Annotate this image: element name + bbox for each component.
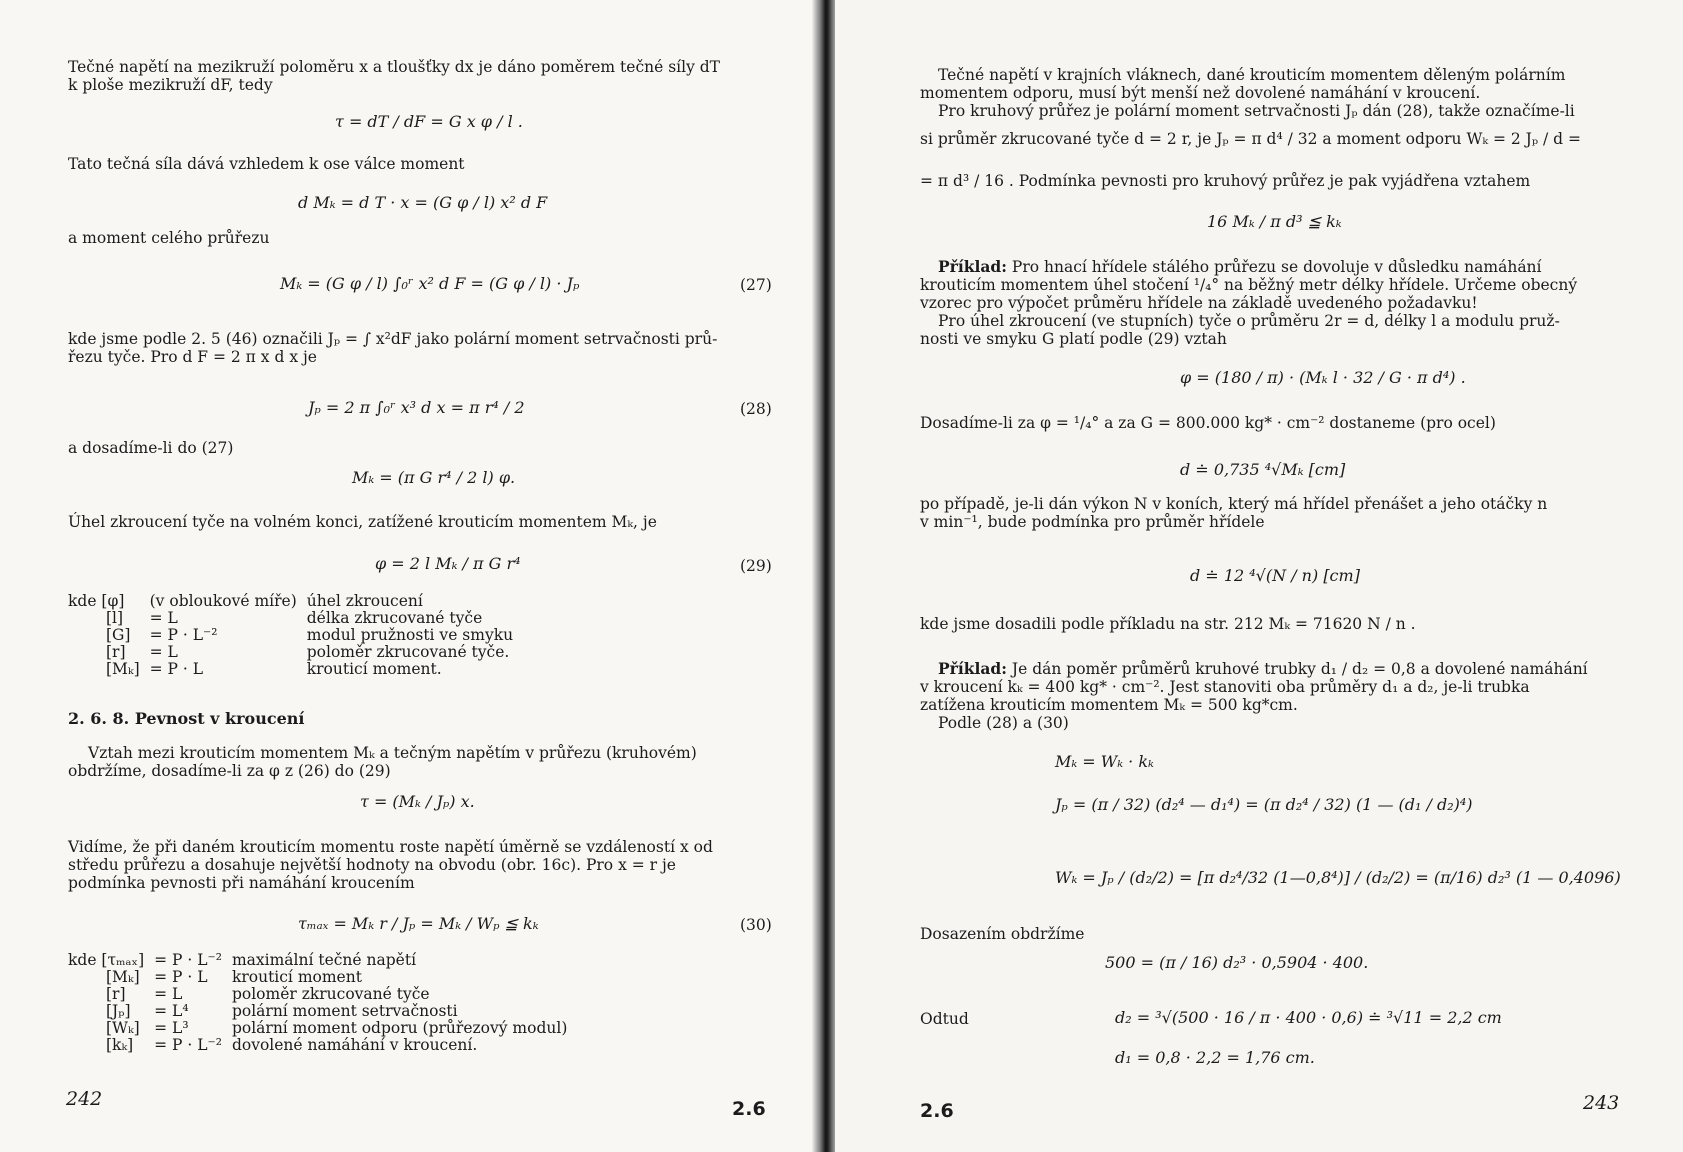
paragraph: Odtud: [920, 1010, 969, 1028]
equation-condition: 16 Mₖ / π d³ ≦ kₖ: [1207, 212, 1342, 231]
paragraph: Úhel zkroucení tyče na volném konci, zatížené krouticím momentem Mₖ, je: [68, 513, 657, 531]
right-page: [835, 0, 1683, 1152]
paragraph: a moment celého průřezu: [68, 229, 270, 247]
paragraph: Tato tečná síla dává vzhledem k ose válce moment: [68, 155, 465, 173]
equation-d2-result: d₂ = ³√(500 · 16 / π · 400 · 0,6) ≐ ³√11 = 2,2 cm: [1115, 1008, 1502, 1027]
equation-number: (30): [740, 916, 772, 934]
equation-27: Mₖ = (G φ / l) ∫₀ʳ x² d F = (G φ / l) · Jₚ: [280, 274, 580, 293]
paragraph: po případě, je-li dán výkon N v koních, který má hřídel přenášet a jeho otáčky n v min⁻¹, bude podmínka pro průměr hřídele: [920, 495, 1548, 531]
example-paragraph: Příklad: Je dán poměr průměrů kruhové trubky d₁ / d₂ = 0,8 a dovolené namáhání v kroucení kₖ = 400 kg* · cm⁻². Jest stanoviti oba průměry d₁ a d₂, je-li trubka zatížena krouticím momentem Mₖ = 500 kg*cm. Podle (28) a (30): [920, 659, 1588, 732]
paragraph: kde jsme podle 2. 5 (46) označili Jₚ = ∫ x²dF jako polární moment setrvačnosti prů- řezu tyče. Pro d F = 2 π x d x je: [68, 330, 718, 366]
equation-phi: φ = (180 / π) · (Mₖ l · 32 / G · π d⁴) .: [1180, 368, 1466, 387]
page-number: 242: [66, 1088, 103, 1110]
equation-29: φ = 2 l Mₖ / π G r⁴: [375, 554, 521, 573]
paragraph: a dosadíme-li do (27): [68, 439, 234, 457]
example-paragraph: Příklad: Pro hnací hřídele stálého průřezu se dovoluje v důsledku namáhání krouticím momentem úhel stočení ¹/₄° na běžný metr délky hřídele. Určeme obecný vzorec pro výpočet průměru hřídele na základě uvedeného požadavku! Pro úhel zkroucení (ve stupních) tyče o průměru 2r = d, délky l a modulu pruž- nosti ve smyku G platí podle (29) vztah: [920, 257, 1578, 348]
equation-jp: Jₚ = (π / 32) (d₂⁴ — d₁⁴) = (π d₂⁴ / 32) (1 — (d₁ / d₂)⁴): [1055, 795, 1473, 814]
paragraph: Vidíme, že při daném krouticím momentu roste napětí úměrně se vzdáleností x od středu průřezu a dosahuje největší hodnoty na obvodu (obr. 16c). Pro x = r je podmínka pevnosti při namáhání kroucením: [68, 838, 713, 892]
paragraph: = π d³ / 16 . Podmínka pevnosti pro kruhový průřez je pak vyjádřena vztahem: [920, 172, 1531, 190]
equation-28: Jₚ = 2 π ∫₀ʳ x³ d x = π r⁴ / 2: [308, 398, 525, 417]
paragraph: kde jsme dosadili podle příkladu na str. 212 Mₖ = 71620 N / n .: [920, 615, 1416, 633]
equation-d2: d ≐ 12 ⁴√(N / n) [cm]: [1190, 566, 1360, 585]
paragraph: si průměr zkrucované tyče d = 2 r, je Jₚ = π d⁴ / 32 a moment odporu Wₖ = 2 Jₚ / d =: [920, 130, 1581, 148]
equation-substitution: 500 = (π / 16) d₂³ · 0,5904 · 400.: [1105, 953, 1369, 972]
equation-mk-wk: Mₖ = Wₖ · kₖ: [1055, 752, 1154, 771]
variable-table-2: kde [τₘₐₓ] = P · L⁻² maximální tečné napětí [Mₖ] = P · L krouticí moment [r] = L poloměr zkrucované tyče [Jₚ] = L⁴ polární moment setrvačnosti [Wₖ] = L³ polární moment odporu (průřezový modul) [kₖ] = P · L⁻² dovolené namáhání v kroucení.: [68, 951, 568, 1054]
equation-tau2: τ = (Mₖ / Jₚ) x.: [360, 792, 475, 811]
equation-d1-result: d₁ = 0,8 · 2,2 = 1,76 cm.: [1115, 1048, 1315, 1067]
equation-number: (27): [740, 276, 772, 294]
equation-d1: d ≐ 0,735 ⁴√Mₖ [cm]: [1180, 460, 1346, 479]
section-heading: 2. 6. 8. Pevnost v kroucení: [68, 709, 305, 728]
paragraph: Tečné napětí na mezikruží poloměru x a tloušťky dx je dáno poměrem tečné síly dT k ploše mezikruží dF, tedy: [68, 58, 721, 94]
equation-mk: Mₖ = (π G r⁴ / 2 l) φ.: [352, 468, 516, 487]
paragraph: Tečné napětí v krajních vláknech, dané krouticím momentem děleným polárním momentem odporu, musí být menší než dovolené namáhání v kroucení. Pro kruhový průřez je polární moment setrvačnosti Jₚ dán (28), takže označíme-li: [920, 66, 1575, 120]
equation-dmk: d Mₖ = d T · x = (G φ / l) x² d F: [298, 193, 548, 212]
left-page: [0, 0, 820, 1152]
variable-table-1: kde [φ] (v obloukové míře) úhel zkroucení [l] = L délka zkrucované tyče [G] = P · L⁻² modul pružnosti ve smyku [r] = L poloměr zkrucované tyče. [Mₖ] = P · L krouticí moment.: [68, 592, 514, 678]
equation-30: τₘₐₓ = Mₖ r / Jₚ = Mₖ / Wₚ ≦ kₖ: [298, 914, 539, 933]
section-number: 2.6: [920, 1100, 954, 1122]
equation-number: (28): [740, 400, 772, 418]
page-number: 243: [1583, 1092, 1620, 1114]
equation-wk: Wₖ = Jₚ / (d₂/2) = [π d₂⁴/32 (1—0,8⁴)] / (d₂/2) = (π/16) d₂³ (1 — 0,4096): [1055, 868, 1621, 887]
paragraph: Dosadíme-li za φ = ¹/₄° a za G = 800.000 kg* · cm⁻² dostaneme (pro ocel): [920, 414, 1496, 432]
equation-number: (29): [740, 557, 772, 575]
paragraph: Vztah mezi krouticím momentem Mₖ a tečným napětím v průřezu (kruhovém) obdržíme, dosadíme-li za φ z (26) do (29): [68, 744, 697, 780]
paragraph: Dosazením obdržíme: [920, 925, 1085, 943]
section-number: 2.6: [732, 1098, 766, 1120]
equation-tau: τ = dT / dF = G x φ / l .: [335, 112, 523, 131]
